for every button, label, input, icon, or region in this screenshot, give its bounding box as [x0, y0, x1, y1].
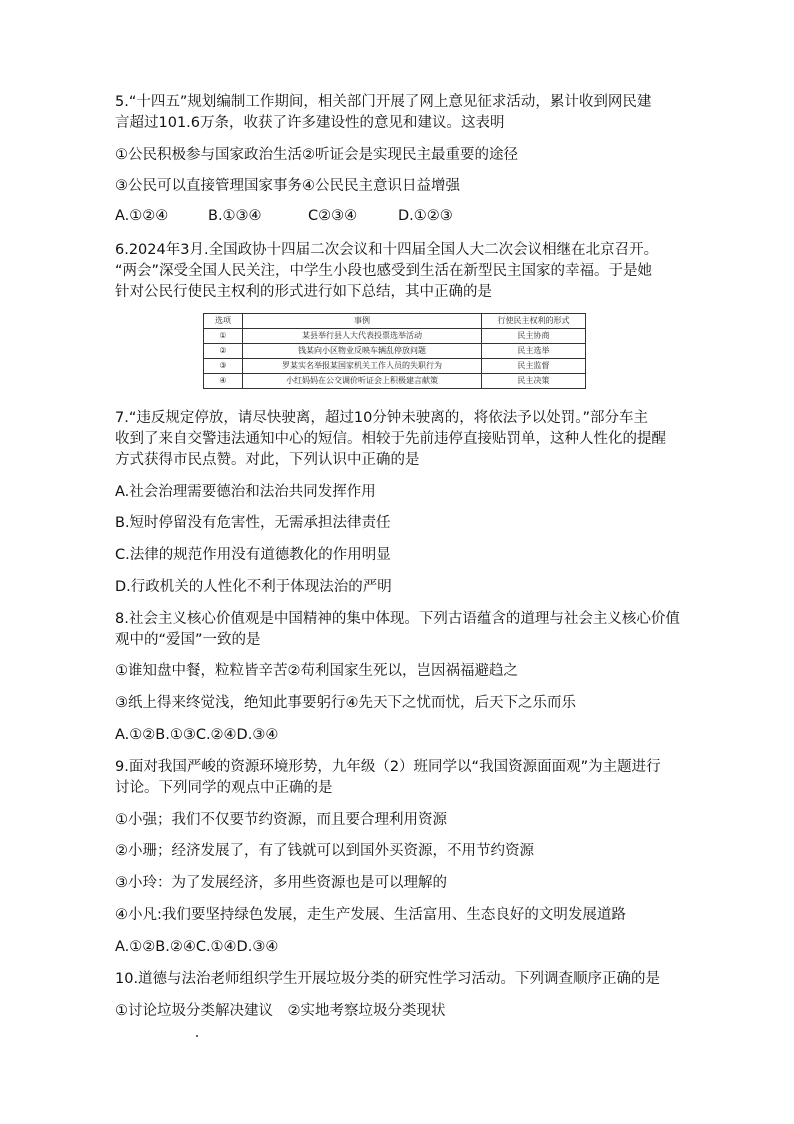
q10-stem-line-1: 10.道德与法治老师组织学生开展垃圾分类的研究性学习活动。下列调查顺序正确的是: [115, 971, 661, 987]
q6-table: [203, 313, 586, 389]
q7-option-a: A.社会治理需要德治和法治共同发挥作用: [115, 484, 376, 500]
q6-table-form: 民主决策: [482, 374, 586, 389]
q5-option-d: D.①②③: [398, 208, 453, 224]
q7-stem-line-3: 方式获得市民点赞。对此，下列认识中正确的是: [115, 452, 420, 468]
q9-item-2: ②小珊；经济发展了，有了钱就可以到国外买资源，不用节约资源: [115, 843, 534, 859]
q10-items-1-2: ①讨论垃圾分类解决建议 ②实地考察垃圾分类现状: [115, 1003, 446, 1019]
q6-table-case: 某县举行县人大代表投票选举活动: [243, 329, 482, 344]
q9-item-1: ①小强；我们不仅要节约资源，而且要合理利用资源: [115, 812, 447, 828]
table-row: [204, 359, 586, 374]
q6-table-case: 小红妈妈在公交调价听证会上积极建言献策: [243, 374, 482, 389]
q5-stem-line-2: 言超过101.6万条，收获了许多建设性的意见和建议。这表明: [115, 115, 505, 131]
q7-option-d: D.行政机关的人性化不利于体现法治的严明: [115, 579, 392, 595]
q9-item-3: ③小玲：为了发展经济，多用些资源也是可以理解的: [115, 875, 447, 891]
q6-table-option: ①: [204, 329, 243, 344]
q6-table-option: ②: [204, 344, 243, 359]
q5-option-b: B.①③④: [208, 208, 262, 224]
q6-table-form: 民主监督: [482, 359, 586, 374]
q8-items-1-2: ①谁知盘中餐，粒粒皆辛苦②苟利国家生死以，岂因祸福避趋之: [115, 663, 518, 679]
q9-options: A.①②B.②④C.①④D.③④: [115, 939, 279, 955]
q7-stem-line-1: 7.“违反规定停放，请尽快驶离，超过10分钟未驶离的，将依法予以处罚。”部分车主: [115, 410, 649, 426]
q7-option-c: C.法律的规范作用没有道德教化的作用明显: [115, 547, 391, 563]
q6-table-header-option: 选项: [204, 314, 243, 329]
q8-options: A.①②B.①③C.②④D.③④: [115, 727, 279, 743]
q6-table-form: 民主协商: [482, 329, 586, 344]
q6-table-option: ③: [204, 359, 243, 374]
table-row: [204, 374, 586, 389]
q5-option-c: C②③④: [308, 208, 358, 224]
table-row: [204, 329, 586, 344]
q9-stem-line-2: 讨论。下列同学的观点中正确的是: [115, 780, 333, 796]
q7-stem-line-2: 收到了来自交警违法通知中心的短信。相较于先前违停直接贴罚单，这种人性化的提醒: [115, 431, 666, 447]
q6-table-case: 罗某实名举报某国家机关工作人员的失职行为: [243, 359, 482, 374]
q6-table-case: 钱某向小区物业反映车辆乱停放问题: [243, 344, 482, 359]
q5-stem-line-1: 5.“十四五”规划编制工作期间，相关部门开展了网上意见征求活动，累计收到网民建: [115, 94, 652, 110]
scan-speck: [196, 1035, 198, 1037]
q9-item-4: ④小凡:我们要坚持绿色发展，走生产发展、生活富用、生态良好的文明发展道路: [115, 907, 626, 923]
q6-stem-line-1: 6.2024年3月.全国政协十四届二次会议和十四届全国人大二次会议相继在北京召开。: [115, 242, 659, 258]
q6-table-header-case: 事例: [243, 314, 482, 329]
q8-stem-line-2: 观中的“爱国”一致的是: [115, 632, 261, 648]
q9-stem-line-1: 9.面对我国严峻的资源环境形势，九年级（2）班同学以“我国资源面面观”为主题进行: [115, 759, 661, 775]
q5-items-1-2: ①公民积极参与国家政治生活②听证会是实现民主最重要的途径: [115, 147, 518, 163]
table-row: [204, 344, 586, 359]
q6-stem-line-2: “两会”深受全国人民关注，中学生小段也感受到生活在新型民主国家的幸福。于是她: [115, 263, 653, 279]
q8-stem-line-1: 8.社会主义核心价值观是中国精神的集中体现。下列古语蕴含的道理与社会主义核心价值: [115, 611, 680, 627]
q6-table-header-row: [204, 314, 586, 329]
q7-option-b: B.短时停留没有危害性，无需承担法律责任: [115, 515, 391, 531]
q6-table-form: 民主选举: [482, 344, 586, 359]
q6-table-header-form: 行使民主权利的形式: [482, 314, 586, 329]
q5-items-3-4: ③公民可以直接管理国家事务④公民民主意识日益增强: [115, 178, 460, 194]
q8-items-3-4: ③纸上得来终觉浅，绝知此事要躬行④先天下之忧而忧，后天下之乐而乐: [115, 695, 576, 711]
q6-table-option: ④: [204, 374, 243, 389]
q6-stem-line-3: 针对公民行使民主权利的形式进行如下总结，其中正确的是: [115, 284, 492, 300]
q5-option-a: A.①②④: [115, 208, 169, 224]
